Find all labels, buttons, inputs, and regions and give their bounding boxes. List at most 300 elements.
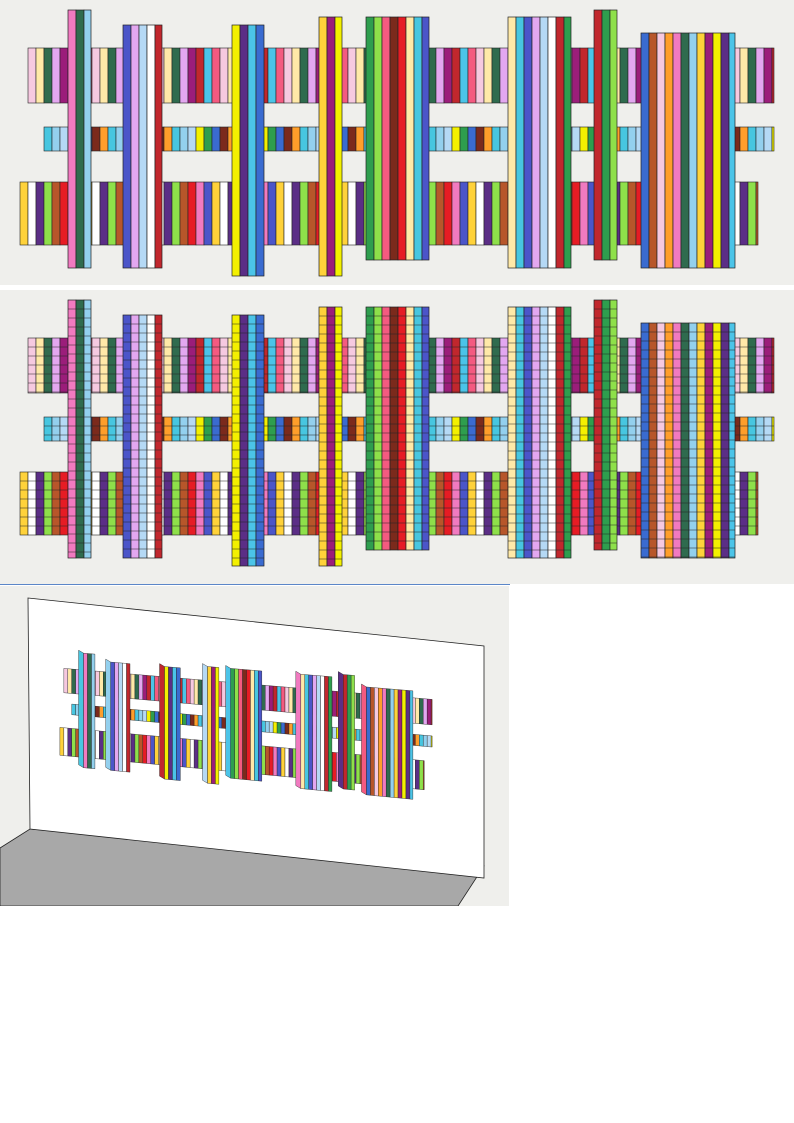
- band-stripe: [180, 48, 188, 103]
- band-stripe: [273, 747, 277, 776]
- band-stripe: [285, 687, 289, 712]
- band-stripe: [772, 338, 774, 393]
- band-stripe: [60, 338, 68, 393]
- bar-stripe: [382, 688, 386, 796]
- band-stripe: [100, 48, 108, 103]
- band-stripe: [444, 472, 452, 535]
- bar-stripe: [327, 17, 335, 276]
- band-stripe: [431, 736, 432, 747]
- band-stripe: [277, 686, 281, 711]
- band-stripe: [188, 182, 196, 245]
- bar-stripe: [305, 675, 309, 790]
- bar-stripe: [602, 300, 610, 550]
- band-stripe: [92, 182, 100, 245]
- band-stripe: [131, 674, 135, 699]
- bar-stripe: [374, 307, 382, 550]
- band-stripe: [748, 182, 756, 245]
- bar-side: [296, 671, 301, 788]
- band-stripe: [147, 735, 151, 764]
- bar-stripe: [508, 17, 516, 268]
- band-stripe: [492, 472, 500, 535]
- band-stripe: [135, 674, 139, 699]
- bar-stripe: [239, 669, 243, 779]
- band-stripe: [28, 182, 36, 245]
- band-stripe: [500, 182, 508, 245]
- bar-side: [202, 664, 207, 784]
- bar-stripe: [564, 307, 571, 558]
- bar-stripe: [324, 676, 328, 791]
- band-stripe: [36, 182, 44, 245]
- band-stripe: [135, 710, 139, 721]
- band-stripe: [139, 735, 143, 764]
- band-stripe: [628, 48, 636, 103]
- band-stripe: [188, 338, 196, 393]
- band-stripe: [772, 417, 774, 441]
- bar-stripe: [532, 307, 540, 558]
- band-stripe: [186, 679, 190, 704]
- bar-stripe: [394, 689, 398, 798]
- band-stripe: [620, 48, 628, 103]
- band-stripe: [332, 752, 336, 781]
- band-stripe: [740, 417, 748, 441]
- bar-stripe: [681, 323, 689, 558]
- band-stripe: [164, 48, 172, 103]
- bar-stripe: [556, 17, 564, 268]
- band-stripe: [100, 472, 108, 535]
- band-stripe: [190, 679, 194, 704]
- band-stripe: [284, 127, 292, 151]
- band-stripe: [147, 675, 151, 700]
- bar-stripe: [319, 307, 327, 566]
- band-stripe: [484, 417, 492, 441]
- band-stripe: [151, 736, 155, 765]
- band-stripe: [419, 760, 423, 789]
- band-stripe: [444, 182, 452, 245]
- elevation-svg: [0, 0, 794, 285]
- bar-stripe: [301, 674, 305, 789]
- bar-stripe: [548, 307, 556, 558]
- band-stripe: [108, 338, 116, 393]
- bar-stripe: [370, 687, 374, 795]
- band-stripe: [460, 182, 468, 245]
- bar-stripe: [594, 10, 602, 260]
- band-stripe: [44, 48, 52, 103]
- band-stripe: [292, 182, 300, 245]
- band-stripe: [95, 671, 99, 696]
- band-stripe: [300, 182, 308, 245]
- band-stripe: [204, 182, 212, 245]
- bar-stripe: [673, 323, 681, 558]
- bar-stripe: [211, 667, 215, 784]
- band-stripe: [60, 472, 68, 535]
- band-stripe: [300, 472, 308, 535]
- band-stripe: [292, 338, 300, 393]
- band-stripe: [436, 182, 444, 245]
- view-divider: [0, 584, 510, 585]
- bar-stripe: [406, 307, 414, 550]
- grid-elevation-svg: [0, 290, 794, 584]
- band-stripe: [64, 668, 68, 693]
- band-stripe: [108, 417, 116, 441]
- band-stripe: [212, 417, 220, 441]
- bar-stripe: [347, 675, 351, 790]
- band-stripe: [95, 731, 99, 759]
- bar-stripe: [508, 307, 516, 558]
- band-stripe: [284, 48, 292, 103]
- bar-stripe: [155, 315, 162, 558]
- band-stripe: [194, 715, 198, 726]
- bar-stripe: [516, 307, 524, 558]
- band-stripe: [756, 338, 764, 393]
- band-stripe: [52, 417, 60, 441]
- band-stripe: [628, 472, 636, 535]
- band-stripe: [186, 714, 190, 725]
- band-stripe: [764, 127, 772, 151]
- band-stripe: [220, 127, 228, 151]
- band-stripe: [281, 723, 285, 734]
- band-stripe: [95, 706, 99, 717]
- bar-stripe: [84, 653, 88, 768]
- bar-stripe: [556, 307, 564, 558]
- band-stripe: [764, 48, 772, 103]
- elevation-view: [0, 0, 794, 285]
- band-stripe: [222, 742, 226, 771]
- band-stripe: [332, 727, 336, 738]
- band-stripe: [436, 338, 444, 393]
- band-stripe: [20, 182, 28, 245]
- band-stripe: [300, 48, 308, 103]
- band-stripe: [468, 417, 476, 441]
- bar-stripe: [689, 323, 697, 558]
- band-stripe: [276, 48, 284, 103]
- bar-stripe: [343, 675, 347, 790]
- band-stripe: [348, 182, 356, 245]
- band-stripe: [92, 48, 100, 103]
- band-stripe: [756, 472, 758, 535]
- band-stripe: [308, 48, 316, 103]
- band-stripe: [52, 182, 60, 245]
- bar-side: [361, 684, 366, 795]
- bar-stripe: [256, 315, 264, 566]
- band-stripe: [68, 728, 72, 756]
- band-stripe: [476, 48, 484, 103]
- band-stripe: [151, 676, 155, 701]
- band-stripe: [180, 472, 188, 535]
- bar-stripe: [235, 669, 239, 779]
- band-stripe: [348, 48, 356, 103]
- band-stripe: [764, 338, 772, 393]
- bar-stripe: [321, 676, 325, 791]
- bar-stripe: [123, 315, 131, 558]
- bar-stripe: [155, 25, 162, 268]
- band-stripe: [492, 127, 500, 151]
- band-stripe: [308, 182, 316, 245]
- bar-stripe: [240, 315, 248, 566]
- band-stripe: [212, 127, 220, 151]
- band-stripe: [188, 472, 196, 535]
- band-stripe: [92, 338, 100, 393]
- bar-stripe: [168, 667, 172, 780]
- band-stripe: [348, 417, 356, 441]
- bar-stripe: [248, 25, 256, 276]
- bar-stripe: [232, 25, 240, 276]
- bar-side: [79, 650, 84, 768]
- band-stripe: [284, 338, 292, 393]
- band-stripe: [756, 127, 764, 151]
- bar-stripe: [610, 300, 617, 550]
- bar-stripe: [665, 33, 673, 268]
- band-stripe: [308, 472, 316, 535]
- bar-stripe: [207, 667, 211, 784]
- band-stripe: [268, 182, 276, 245]
- bar-stripe: [386, 689, 390, 798]
- band-stripe: [580, 417, 588, 441]
- bar-stripe: [657, 323, 665, 558]
- bar-stripe: [410, 691, 413, 800]
- band-stripe: [476, 182, 484, 245]
- bar-stripe: [215, 667, 218, 784]
- bar-stripe: [250, 670, 254, 780]
- bar-stripe: [532, 17, 540, 268]
- band-stripe: [100, 417, 108, 441]
- band-stripe: [460, 417, 468, 441]
- bar-stripe: [246, 670, 250, 780]
- band-stripe: [756, 48, 764, 103]
- band-stripe: [628, 182, 636, 245]
- band-stripe: [300, 127, 308, 151]
- bar-stripe: [335, 307, 342, 566]
- bar-stripe: [729, 33, 735, 268]
- band-stripe: [68, 669, 72, 694]
- grid-elevation-view: [0, 290, 794, 584]
- band-stripe: [36, 472, 44, 535]
- band-stripe: [180, 417, 188, 441]
- bar-stripe: [705, 323, 713, 558]
- band-stripe: [108, 472, 116, 535]
- band-stripe: [164, 417, 172, 441]
- bar-stripe: [88, 654, 92, 769]
- band-stripe: [308, 338, 316, 393]
- band-stripe: [572, 48, 580, 103]
- band-stripe: [265, 685, 269, 710]
- band-stripe: [572, 338, 580, 393]
- band-stripe: [204, 417, 212, 441]
- band-stripe: [748, 48, 756, 103]
- band-stripe: [172, 182, 180, 245]
- band-stripe: [436, 127, 444, 151]
- band-stripe: [100, 182, 108, 245]
- band-stripe: [204, 48, 212, 103]
- band-stripe: [108, 182, 116, 245]
- band-stripe: [268, 48, 276, 103]
- band-stripe: [36, 48, 44, 103]
- band-stripe: [356, 729, 360, 740]
- band-stripe: [740, 472, 748, 535]
- band-stripe: [198, 680, 202, 705]
- band-stripe: [356, 338, 364, 393]
- bar-stripe: [398, 690, 402, 799]
- band-stripe: [284, 472, 292, 535]
- band-stripe: [772, 127, 774, 151]
- band-stripe: [415, 734, 419, 745]
- band-stripe: [172, 472, 180, 535]
- band-stripe: [44, 417, 52, 441]
- band-stripe: [92, 417, 100, 441]
- band-stripe: [44, 182, 52, 245]
- bar-stripe: [524, 307, 532, 558]
- band-stripe: [423, 761, 424, 790]
- band-stripe: [212, 338, 220, 393]
- band-stripe: [277, 722, 281, 733]
- band-stripe: [60, 127, 68, 151]
- band-stripe: [423, 735, 427, 746]
- bar-stripe: [374, 17, 382, 260]
- bar-stripe: [594, 300, 602, 550]
- bar-stripe: [366, 687, 370, 795]
- band-stripe: [452, 417, 460, 441]
- bar-stripe: [641, 33, 649, 268]
- bar-stripe: [602, 10, 610, 260]
- band-stripe: [468, 472, 476, 535]
- band-stripe: [292, 127, 300, 151]
- band-stripe: [52, 48, 60, 103]
- band-stripe: [419, 735, 423, 746]
- band-stripe: [198, 715, 202, 726]
- bar-stripe: [327, 307, 335, 566]
- bar-stripe: [713, 323, 721, 558]
- band-stripe: [265, 746, 269, 775]
- bar-stripe: [131, 25, 139, 268]
- bar-stripe: [91, 654, 94, 769]
- band-stripe: [28, 48, 36, 103]
- band-stripe: [222, 717, 226, 728]
- bar-stripe: [673, 33, 681, 268]
- band-stripe: [764, 417, 772, 441]
- band-stripe: [269, 686, 273, 711]
- band-stripe: [468, 338, 476, 393]
- band-stripe: [188, 48, 196, 103]
- bar-stripe: [165, 667, 169, 780]
- band-stripe: [572, 472, 580, 535]
- bar-stripe: [540, 307, 548, 558]
- band-stripe: [748, 127, 756, 151]
- band-stripe: [190, 715, 194, 726]
- bar-stripe: [382, 307, 390, 550]
- band-stripe: [500, 417, 508, 441]
- bar-stripe: [127, 663, 130, 772]
- band-stripe: [300, 417, 308, 441]
- band-stripe: [500, 338, 508, 393]
- band-stripe: [273, 722, 277, 733]
- bar-stripe: [147, 25, 155, 268]
- band-stripe: [60, 417, 68, 441]
- band-stripe: [44, 472, 52, 535]
- bar-stripe: [705, 33, 713, 268]
- band-stripe: [28, 472, 36, 535]
- band-stripe: [580, 127, 588, 151]
- bar-stripe: [657, 33, 665, 268]
- band-stripe: [92, 472, 100, 535]
- band-stripe: [100, 127, 108, 151]
- bar-stripe: [516, 17, 524, 268]
- band-stripe: [356, 417, 364, 441]
- bar-stripe: [76, 300, 84, 558]
- band-stripe: [452, 182, 460, 245]
- band-stripe: [143, 710, 147, 721]
- band-stripe: [285, 748, 289, 777]
- band-stripe: [72, 669, 76, 694]
- bar-stripe: [398, 307, 406, 550]
- band-stripe: [444, 417, 452, 441]
- bar-stripe: [414, 307, 422, 550]
- band-stripe: [135, 734, 139, 763]
- bar-stripe: [254, 670, 258, 780]
- band-stripe: [492, 48, 500, 103]
- bar-stripe: [258, 671, 261, 781]
- bar-side: [160, 664, 165, 780]
- band-stripe: [580, 338, 588, 393]
- band-stripe: [188, 127, 196, 151]
- band-stripe: [64, 728, 68, 756]
- bar-stripe: [84, 10, 91, 268]
- bar-stripe: [123, 25, 131, 268]
- band-stripe: [419, 698, 423, 724]
- band-stripe: [492, 338, 500, 393]
- band-stripe: [196, 48, 204, 103]
- bar-stripe: [68, 300, 76, 558]
- band-stripe: [204, 338, 212, 393]
- bar-stripe: [610, 10, 617, 260]
- band-stripe: [277, 747, 281, 776]
- band-stripe: [147, 711, 151, 722]
- bar-stripe: [335, 17, 342, 276]
- band-stripe: [72, 728, 76, 756]
- band-stripe: [276, 417, 284, 441]
- band-stripe: [276, 182, 284, 245]
- band-stripe: [356, 472, 364, 535]
- bar-stripe: [697, 33, 705, 268]
- band-stripe: [204, 127, 212, 151]
- band-stripe: [212, 48, 220, 103]
- bar-stripe: [406, 17, 414, 260]
- band-stripe: [492, 417, 500, 441]
- band-stripe: [60, 182, 68, 245]
- bar-stripe: [123, 663, 127, 772]
- band-stripe: [281, 687, 285, 712]
- band-stripe: [356, 693, 360, 719]
- band-stripe: [460, 127, 468, 151]
- band-stripe: [500, 48, 508, 103]
- band-stripe: [460, 472, 468, 535]
- band-stripe: [289, 723, 293, 734]
- band-stripe: [444, 338, 452, 393]
- bar-stripe: [139, 315, 147, 558]
- band-stripe: [172, 417, 180, 441]
- band-stripe: [740, 48, 748, 103]
- bar-stripe: [548, 17, 556, 268]
- bar-stripe: [721, 323, 729, 558]
- bar-stripe: [649, 33, 657, 268]
- bar-stripe: [422, 307, 429, 550]
- band-stripe: [281, 748, 285, 777]
- bar-stripe: [540, 17, 548, 268]
- bar-side: [106, 659, 111, 770]
- band-stripe: [180, 338, 188, 393]
- bar-stripe: [390, 17, 398, 260]
- bar-stripe: [111, 662, 115, 771]
- bar-stripe: [402, 690, 406, 799]
- perspective-view: [0, 586, 509, 906]
